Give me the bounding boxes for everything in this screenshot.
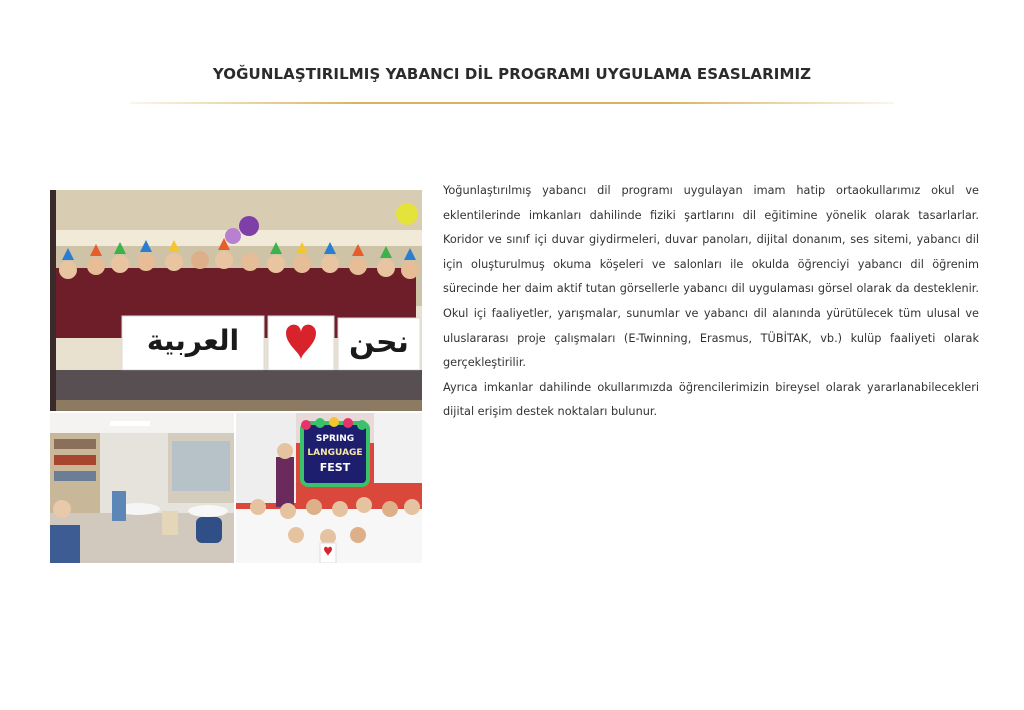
svg-text:FEST: FEST [319,461,351,474]
page-title: YOĞUNLAŞTIRILMIŞ YABANCI DİL PROGRAMI UYGULAMA ESASLARIMIZ [212,65,812,84]
language-fest-photo [236,413,422,563]
balloon [225,228,241,244]
photo-collage [50,190,422,563]
svg-text:LANGUAGE: LANGUAGE [307,448,363,458]
title-divider [130,102,894,104]
reading-corner-photo [50,413,234,563]
banner-arabic-we: نحن [349,325,409,360]
classroom-banner-photo [50,190,422,411]
balloon [396,203,418,225]
banner-arabic-word: العربية [146,324,240,357]
paragraph-physical-conditions: Yoğunlaştırılmış yabancı dil programı uygulayan imam hatip ortaokullarımız okul ve eklentilerinde imkanları dahilinde fiziki şartlarını dil eğitimine yönelik olarak tasarlarlar. Koridor ve sınıf içi duvar giydirmeleri, duvar panoları, dijital donanım, ses sitemi, yabancı dil için oluşturulmuş okuma köşeleri ve salonları ile okulda öğrenciyi yabancı dil öğrenim sürecinde her daim aktif tutan görsellerle yabancı dil uygulaması görsel olarak da desteklenir. [443,184,979,296]
balloon [239,216,259,236]
love-arabic-banner [122,316,420,370]
paragraph-digital-access: Ayrıca imkanlar dahilinde okullarımızda öğrencilerimizin bireysel olarak yararlanabilecekleri dijital erişim destek noktaları bulunur. [443,380,979,419]
svg-text:SPRING: SPRING [315,434,355,444]
paragraph-activities: Okul içi faaliyetler, yarışmalar, sunumlar ve yabancı dil alanında yürütülecek tüm ulusal ve uluslararası proje çalışmaları (E-Twinning, Erasmus, TÜBİTAK, vb.) kulüp faaliyeti olarak gerçekleştirilir. [443,306,979,370]
body-text [443,179,979,425]
